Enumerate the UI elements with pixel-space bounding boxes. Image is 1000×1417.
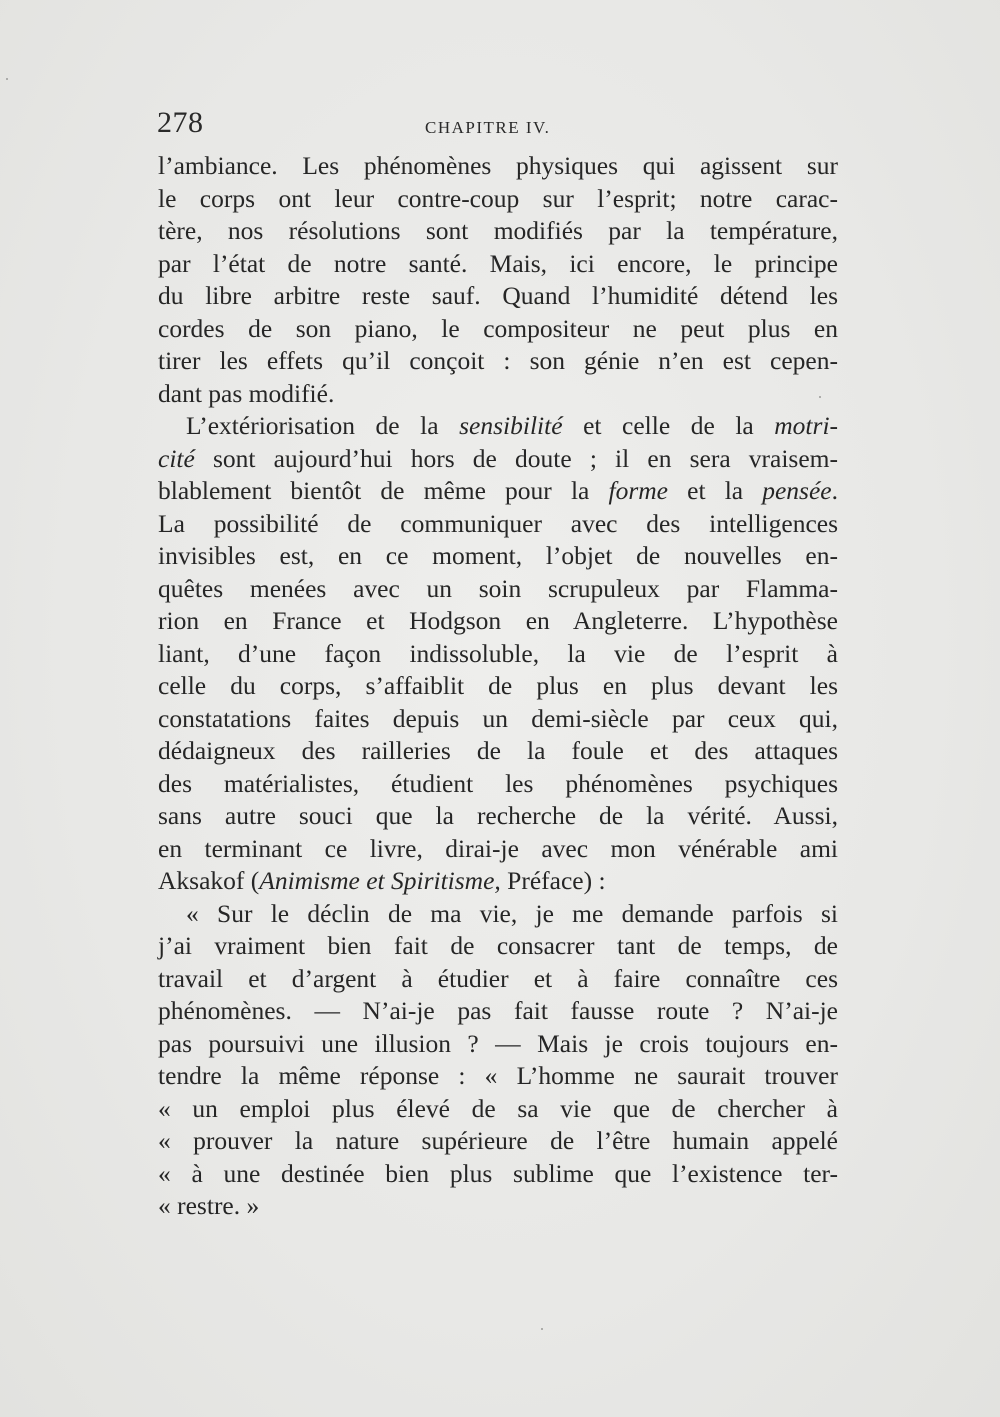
text-run: L’extériorisation de la [186,411,460,440]
text-run: Aksakof ( [158,866,260,895]
running-head: CHAPITRE IV. [425,118,551,137]
text-line: tendre la même réponse : « L’homme ne saurait trouver [158,1061,838,1090]
text-run: et la [668,476,763,505]
text-line: « restre. » [158,1191,260,1220]
text-run: blablement bientôt de même pour la [158,476,609,505]
text-line: des matérialistes, étudient les phénomènes psychiques [158,768,838,798]
text-line: liant, d’une façon indissoluble, la vie de l’esprit à [158,638,838,668]
text-line: du libre arbitre reste sauf. Quand l’humidité détend les [158,281,838,310]
text-line: constatations faites depuis un demi-siècle par ceux qui, [158,703,838,733]
page-header [157,106,837,146]
text-line: l’ambiance. Les phénomènes physiques qui agissent sur [158,151,838,180]
text-line: La possibilité de communiquer avec des intelligences [158,508,838,538]
paragraph-1 [158,150,838,410]
text-line: tère, nos résolutions sont modifiés par la température, [158,216,838,245]
text-line: « Sur le déclin de ma vie, je me demande parfois si [186,898,838,928]
text-line: « un emploi plus élevé de sa vie que de chercher à [158,1093,838,1123]
italic-book-title: Animisme et Spiritisme, [259,866,501,895]
text-line: j’ai vraiment bien fait de consacrer tant de temps, de [158,931,838,960]
text-line [158,475,838,508]
italic-term: cité [158,443,195,473]
italic-term: sensibilité [459,411,563,440]
paper-speck [819,396,821,398]
text-line [158,443,838,476]
paragraph-2 [158,410,838,898]
text-line: « prouver la nature supérieure de l’être humain appelé [158,1126,838,1155]
italic-term: forme [608,476,668,505]
text-line: cordes de son piano, le compositeur ne peut plus en [158,313,838,343]
body-text [158,150,838,1223]
text-line [158,410,838,443]
italic-term: pensée [762,476,832,505]
text-line: phénomènes. — N’ai-je pas fait fausse route ? N’ai-je [158,996,838,1025]
text-line: dant pas modifié. [158,378,335,408]
paper-speck [541,1328,543,1330]
text-run: Préface) : [500,866,606,895]
text-line: « à une destinée bien plus sublime que l’existence ter- [158,1158,838,1188]
italic-term: motri- [774,411,839,440]
paragraph-3-quotation [158,898,838,1223]
page-number: 278 [157,106,204,139]
text-line: en terminant ce livre, dirai-je avec mon vénérable ami [158,833,838,863]
text-line: dédaigneux des railleries de la foule et des attaques [158,736,838,765]
text-line: quêtes menées avec un soin scrupuleux par Flamma- [158,573,838,603]
text-line: travail et d’argent à étudier et à faire connaître ces [158,963,838,993]
text-run: et celle de la [562,411,775,440]
text-line: invisibles est, en ce moment, l’objet de nouvelles en- [158,541,838,570]
text-run: . [831,476,838,505]
paper-speck [6,78,8,80]
text-line: tirer les effets qu’il conçoit : son génie n’en est cepen- [158,346,838,375]
text-line: pas poursuivi une illusion ? — Mais je crois toujours en- [158,1028,838,1058]
text-run: sont aujourd’hui hors de doute ; il en sera vraisem- [194,443,838,473]
text-line: celle du corps, s’affaiblit de plus en plus devant les [158,671,838,700]
text-line: sans autre souci que la recherche de la vérité. Aussi, [158,801,838,830]
text-line [158,865,838,898]
text-line: par l’état de notre santé. Mais, ici encore, le principe [158,248,838,278]
text-line: rion en France et Hodgson en Angleterre. L’hypothèse [158,606,838,635]
text-line: le corps ont leur contre-coup sur l’esprit; notre carac- [158,183,838,213]
